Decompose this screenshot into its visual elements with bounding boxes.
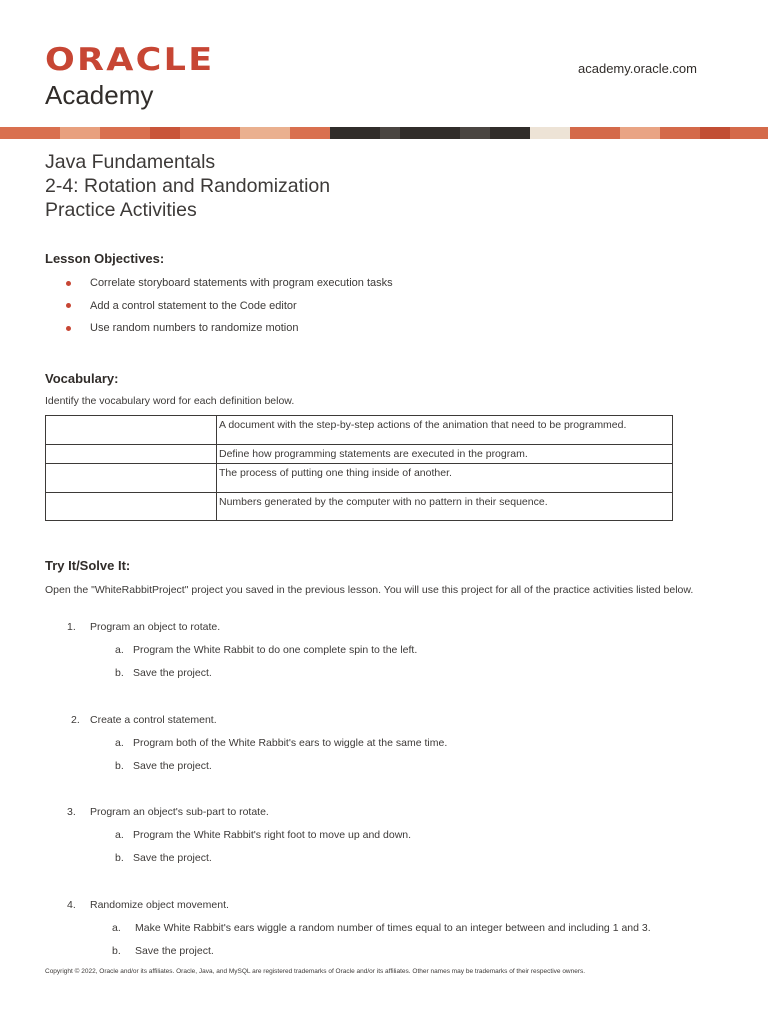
- document-title: [45, 150, 330, 222]
- academy-wordmark: Academy: [45, 80, 154, 110]
- oracle-wordmark: ORACLE: [45, 42, 215, 78]
- table-row: [46, 416, 673, 445]
- list-item: b. Save the project.: [115, 852, 212, 864]
- list-item: b. Save the project.: [115, 667, 212, 679]
- list-item: Add a control statement to the Code editor: [45, 295, 393, 318]
- vocab-definition-cell: A document with the step-by-step actions of the animation that need to be programmed.: [217, 416, 673, 445]
- step-1: 1. Program an object to rotate. a. Program the White Rabbit to do one complete spin to the left. b. Save the project.: [67, 621, 369, 682]
- objectives-heading: Lesson Objectives:: [45, 251, 165, 266]
- step-4: 4. Randomize object movement. a. Make White Rabbit's ears wiggle a random number of times equal to an integer between and including 1 and 3. b. Save the project.: [67, 899, 606, 960]
- title-course: Java Fundamentals: [45, 151, 216, 173]
- bullet-icon: [66, 281, 71, 286]
- vocabulary-instruction: Identify the vocabulary word for each definition below.: [45, 395, 295, 407]
- list-item: a. Program the White Rabbit's right foot to move up and down.: [115, 829, 412, 841]
- list-item: Use random numbers to randomize motion: [45, 317, 393, 340]
- list-item: b. Save the project.: [112, 945, 214, 957]
- vocab-word-cell[interactable]: [46, 464, 217, 493]
- list-item: a. Program the White Rabbit to do one complete spin to the left.: [115, 644, 418, 656]
- table-row: [46, 464, 673, 493]
- title-lesson: 2-4: Rotation and Randomization: [45, 175, 331, 197]
- vocab-definition-cell: The process of putting one thing inside of another.: [217, 464, 673, 493]
- table-row: [46, 445, 673, 464]
- vocab-word-cell[interactable]: [46, 416, 217, 445]
- vocabulary-table: [45, 415, 673, 521]
- try-it-intro: Open the "WhiteRabbitProject" project you saved in the previous lesson. You will use this project for all of the practice activities listed below.: [45, 584, 694, 596]
- list-item: a. Program both of the White Rabbit's ears to wiggle at the same time.: [115, 737, 448, 749]
- vocab-word-cell[interactable]: [46, 445, 217, 464]
- list-item: a. Make White Rabbit's ears wiggle a random number of times equal to an integer between and including 1 and 3.: [112, 922, 651, 934]
- copyright-footer: Copyright © 2022, Oracle and/or its affiliates. Oracle, Java, and MySQL are registered trademarks of Oracle and/or its affiliates. Other names may be trademarks of their respective owners.: [45, 968, 586, 975]
- site-url: academy.oracle.com: [578, 61, 697, 76]
- try-it-heading: Try It/Solve It:: [45, 558, 131, 573]
- bullet-icon: [66, 303, 71, 308]
- list-item: b. Save the project.: [115, 760, 212, 772]
- bullet-icon: [66, 326, 71, 331]
- vocabulary-heading: Vocabulary:: [45, 371, 119, 386]
- step-3: 3. Program an object's sub-part to rotate. a. Program the White Rabbit's right foot to move up and down. b. Save the project.: [67, 806, 363, 867]
- table-row: [46, 493, 673, 521]
- list-item: Correlate storyboard statements with program execution tasks: [45, 272, 393, 295]
- oracle-academy-logo: [45, 42, 215, 110]
- vocab-definition-cell: Numbers generated by the computer with no pattern in their sequence.: [217, 493, 673, 521]
- vocab-word-cell[interactable]: [46, 493, 217, 521]
- step-2: 2. Create a control statement. a. Program both of the White Rabbit's ears to wiggle at the same time. b. Save the project.: [71, 714, 403, 775]
- objectives-list: [45, 272, 393, 340]
- vocab-definition-cell: Define how programming statements are executed in the program.: [217, 445, 673, 464]
- decorative-banner: [0, 127, 768, 139]
- title-type: Practice Activities: [45, 199, 197, 221]
